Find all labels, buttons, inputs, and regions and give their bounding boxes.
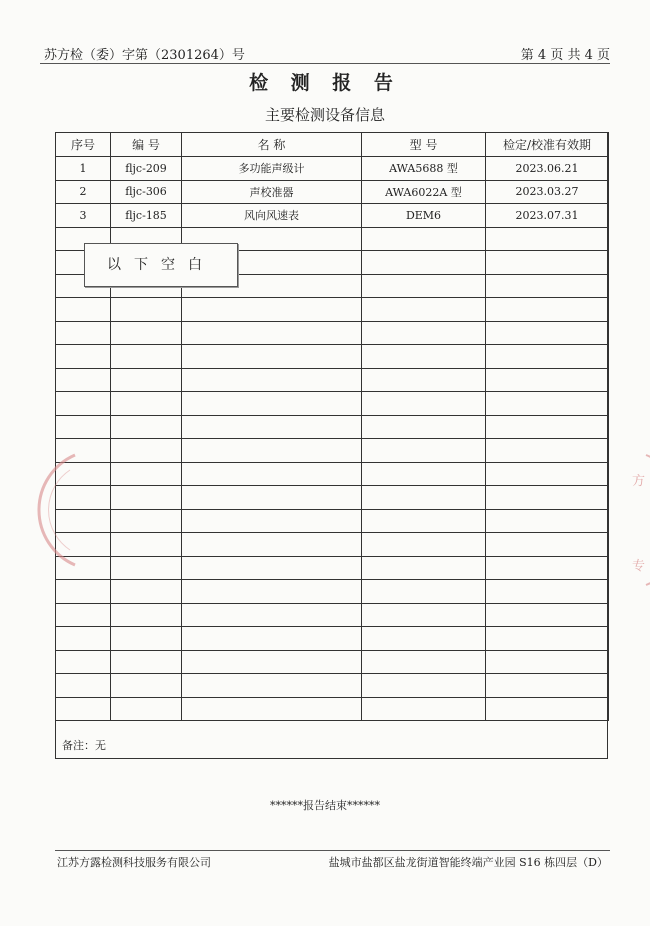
cell-validity: 2023.06.21 bbox=[486, 157, 609, 181]
svg-text:专: 专 bbox=[632, 559, 646, 574]
table-row bbox=[56, 204, 609, 228]
empty-table-row bbox=[56, 603, 609, 627]
empty-table-row bbox=[56, 627, 609, 651]
empty-cell bbox=[486, 368, 609, 392]
report-title: 检 测 报 告 bbox=[249, 72, 401, 94]
empty-cell bbox=[486, 580, 609, 604]
empty-cell bbox=[486, 227, 609, 251]
empty-table-row bbox=[56, 486, 609, 510]
empty-cell bbox=[362, 274, 486, 298]
empty-cell bbox=[56, 368, 111, 392]
empty-cell bbox=[486, 462, 609, 486]
empty-cell bbox=[111, 533, 182, 557]
cell-code: fljc-209 bbox=[111, 157, 182, 181]
empty-table-row bbox=[56, 321, 609, 345]
empty-cell bbox=[362, 627, 486, 651]
empty-cell bbox=[111, 580, 182, 604]
cell-index: 3 bbox=[56, 204, 111, 228]
empty-cell bbox=[362, 462, 486, 486]
empty-cell bbox=[111, 603, 182, 627]
empty-cell bbox=[182, 556, 362, 580]
blank-below-stamp: 以下空白 bbox=[84, 243, 238, 287]
empty-table-row bbox=[56, 415, 609, 439]
empty-cell bbox=[182, 533, 362, 557]
empty-cell bbox=[486, 274, 609, 298]
empty-table-row bbox=[56, 650, 609, 674]
empty-cell bbox=[362, 251, 486, 275]
empty-cell bbox=[111, 650, 182, 674]
empty-cell bbox=[182, 439, 362, 463]
empty-cell bbox=[182, 392, 362, 416]
footer-divider bbox=[55, 850, 610, 851]
empty-table-row bbox=[56, 674, 609, 698]
empty-cell bbox=[111, 298, 182, 322]
col-header-model: 型 号 bbox=[362, 133, 486, 157]
empty-cell bbox=[182, 603, 362, 627]
header-divider bbox=[40, 63, 610, 64]
empty-cell bbox=[362, 650, 486, 674]
empty-cell bbox=[182, 345, 362, 369]
empty-table-row bbox=[56, 462, 609, 486]
cell-name: 多功能声级计 bbox=[182, 157, 362, 181]
empty-cell bbox=[362, 439, 486, 463]
empty-cell bbox=[362, 580, 486, 604]
empty-cell bbox=[486, 439, 609, 463]
page-info: 第 4 页 共 4 页 bbox=[520, 48, 610, 63]
empty-cell bbox=[362, 509, 486, 533]
empty-table-row bbox=[56, 345, 609, 369]
empty-cell bbox=[362, 298, 486, 322]
empty-cell bbox=[362, 321, 486, 345]
red-seal-partial bbox=[30, 450, 80, 570]
empty-cell bbox=[111, 486, 182, 510]
empty-cell bbox=[362, 392, 486, 416]
empty-cell bbox=[486, 627, 609, 651]
empty-cell bbox=[486, 674, 609, 698]
empty-cell bbox=[111, 415, 182, 439]
empty-table-row bbox=[56, 368, 609, 392]
col-header-code: 编 号 bbox=[111, 133, 182, 157]
empty-cell bbox=[56, 603, 111, 627]
empty-cell bbox=[182, 627, 362, 651]
table-row bbox=[56, 157, 609, 181]
empty-cell bbox=[182, 674, 362, 698]
cell-model: AWA5688 型 bbox=[362, 157, 486, 181]
cell-index: 2 bbox=[56, 180, 111, 204]
empty-cell bbox=[56, 674, 111, 698]
empty-cell bbox=[111, 439, 182, 463]
empty-cell bbox=[182, 298, 362, 322]
empty-cell bbox=[362, 415, 486, 439]
cell-model: AWA6022A 型 bbox=[362, 180, 486, 204]
empty-cell bbox=[362, 697, 486, 721]
col-header-index: 序号 bbox=[56, 133, 111, 157]
footer-address: 盐城市盐都区盐龙街道智能终端产业园 S16 栋四层（D） bbox=[328, 856, 608, 869]
empty-cell bbox=[362, 533, 486, 557]
cell-index: 1 bbox=[56, 157, 111, 181]
footer-company: 江苏方露检测科技服务有限公司 bbox=[57, 856, 211, 869]
empty-cell bbox=[182, 509, 362, 533]
empty-table-row bbox=[56, 533, 609, 557]
empty-cell bbox=[111, 509, 182, 533]
section-title: 主要检测设备信息 bbox=[264, 106, 385, 124]
empty-cell bbox=[362, 227, 486, 251]
empty-cell bbox=[486, 486, 609, 510]
empty-cell bbox=[182, 697, 362, 721]
empty-cell bbox=[56, 697, 111, 721]
empty-cell bbox=[182, 462, 362, 486]
cell-code: fljc-306 bbox=[111, 180, 182, 204]
empty-cell bbox=[56, 650, 111, 674]
empty-cell bbox=[486, 251, 609, 275]
cell-name: 风向风速表 bbox=[182, 204, 362, 228]
cell-name: 声校准器 bbox=[182, 180, 362, 204]
empty-cell bbox=[182, 415, 362, 439]
empty-cell bbox=[486, 650, 609, 674]
table-row bbox=[56, 180, 609, 204]
empty-cell bbox=[111, 345, 182, 369]
empty-table-row bbox=[56, 556, 609, 580]
empty-cell bbox=[56, 627, 111, 651]
empty-table-row bbox=[56, 509, 609, 533]
red-seal-edge bbox=[626, 450, 650, 590]
cell-code: fljc-185 bbox=[111, 204, 182, 228]
empty-cell bbox=[362, 486, 486, 510]
empty-cell bbox=[111, 556, 182, 580]
empty-cell bbox=[362, 368, 486, 392]
empty-cell bbox=[486, 392, 609, 416]
empty-cell bbox=[111, 321, 182, 345]
empty-cell bbox=[486, 603, 609, 627]
empty-cell bbox=[111, 368, 182, 392]
report-number: 苏方检（委）字第（2301264）号 bbox=[44, 48, 245, 63]
empty-cell bbox=[362, 603, 486, 627]
empty-cell bbox=[486, 415, 609, 439]
empty-cell bbox=[486, 509, 609, 533]
empty-cell bbox=[111, 627, 182, 651]
empty-cell bbox=[362, 674, 486, 698]
empty-cell bbox=[182, 580, 362, 604]
empty-cell bbox=[111, 697, 182, 721]
svg-text:方: 方 bbox=[632, 474, 646, 489]
empty-table-row bbox=[56, 580, 609, 604]
empty-table-row bbox=[56, 697, 609, 721]
report-end-marker: ******报告结束****** bbox=[270, 799, 380, 812]
empty-cell bbox=[56, 298, 111, 322]
empty-cell bbox=[111, 462, 182, 486]
table-header-row bbox=[56, 133, 609, 157]
col-header-name: 名 称 bbox=[182, 133, 362, 157]
empty-cell bbox=[362, 345, 486, 369]
remarks: 备注：无 bbox=[62, 739, 106, 752]
cell-model: DEM6 bbox=[362, 204, 486, 228]
cell-validity: 2023.03.27 bbox=[486, 180, 609, 204]
empty-cell bbox=[111, 674, 182, 698]
col-header-validity: 检定/校准有效期 bbox=[486, 133, 609, 157]
empty-cell bbox=[182, 321, 362, 345]
empty-cell bbox=[56, 580, 111, 604]
empty-cell bbox=[486, 321, 609, 345]
empty-cell bbox=[56, 321, 111, 345]
empty-cell bbox=[56, 415, 111, 439]
empty-cell bbox=[486, 697, 609, 721]
empty-cell bbox=[486, 298, 609, 322]
empty-cell bbox=[486, 533, 609, 557]
empty-cell bbox=[182, 368, 362, 392]
empty-cell bbox=[362, 556, 486, 580]
equipment-table bbox=[55, 132, 609, 721]
empty-cell bbox=[182, 650, 362, 674]
empty-cell bbox=[56, 392, 111, 416]
empty-cell bbox=[56, 345, 111, 369]
empty-table-row bbox=[56, 298, 609, 322]
empty-table-row bbox=[56, 439, 609, 463]
empty-cell bbox=[111, 392, 182, 416]
cell-validity: 2023.07.31 bbox=[486, 204, 609, 228]
empty-cell bbox=[486, 556, 609, 580]
empty-cell bbox=[182, 486, 362, 510]
empty-cell bbox=[486, 345, 609, 369]
empty-table-row bbox=[56, 392, 609, 416]
